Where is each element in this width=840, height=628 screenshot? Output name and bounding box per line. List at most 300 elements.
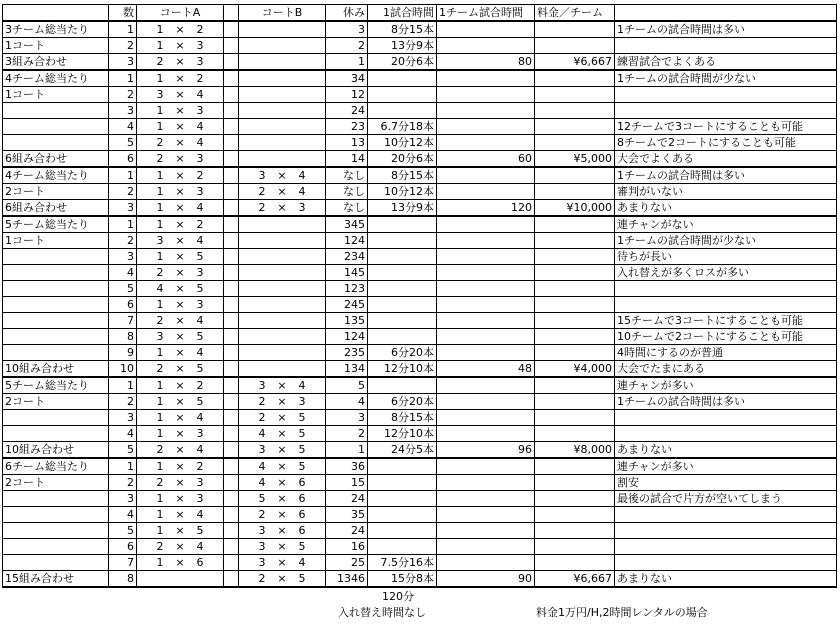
row-num[interactable]: 2 — [109, 87, 137, 103]
court-a-vs[interactable]: × — [166, 21, 195, 38]
row-num[interactable]: 5 — [109, 442, 137, 459]
court-b-team2[interactable] — [297, 329, 326, 345]
match-time[interactable]: 13分9本 — [368, 38, 437, 54]
fee-per-team[interactable] — [535, 297, 615, 313]
court-b-vs[interactable]: × — [268, 475, 297, 491]
header-match-time[interactable]: 1試合時間 — [368, 5, 437, 22]
court-a-team1[interactable]: 2 — [137, 265, 166, 281]
team-time[interactable] — [437, 377, 535, 394]
court-a-team2[interactable]: 5 — [195, 329, 224, 345]
fee-per-team[interactable] — [535, 249, 615, 265]
court-a-vs[interactable]: × — [166, 184, 195, 200]
court-b-team1[interactable] — [239, 119, 268, 135]
court-b-team2[interactable] — [297, 265, 326, 281]
row-num[interactable]: 2 — [109, 38, 137, 54]
gap-cell[interactable] — [224, 249, 239, 265]
rest-teams[interactable]: 3 — [326, 410, 368, 426]
court-a-team1[interactable]: 1 — [137, 410, 166, 426]
note[interactable] — [615, 539, 837, 555]
court-b-vs[interactable] — [268, 21, 297, 38]
row-label[interactable]: 2コート — [3, 475, 109, 491]
note[interactable] — [615, 38, 837, 54]
row-num[interactable]: 2 — [109, 394, 137, 410]
court-a-team2[interactable]: 4 — [195, 507, 224, 523]
row-label[interactable]: 15組み合わせ — [3, 571, 109, 588]
court-b-team1[interactable] — [239, 361, 268, 378]
court-a-vs[interactable]: × — [166, 507, 195, 523]
court-b-vs[interactable]: × — [268, 539, 297, 555]
court-b-vs[interactable] — [268, 151, 297, 168]
court-a-team1[interactable]: 3 — [137, 233, 166, 249]
note[interactable] — [615, 281, 837, 297]
match-time[interactable] — [368, 491, 437, 507]
court-b-team2[interactable] — [297, 216, 326, 233]
court-a-team2[interactable]: 2 — [195, 458, 224, 475]
court-b-team1[interactable]: 2 — [239, 410, 268, 426]
court-b-team2[interactable] — [297, 87, 326, 103]
fee-per-team[interactable] — [535, 135, 615, 151]
gap-cell[interactable] — [224, 345, 239, 361]
match-time[interactable] — [368, 377, 437, 394]
rest-teams[interactable]: 3 — [326, 21, 368, 38]
court-b-team2[interactable] — [297, 151, 326, 168]
court-b-team2[interactable] — [297, 54, 326, 71]
court-b-team2[interactable]: 6 — [297, 491, 326, 507]
row-label[interactable]: 2コート — [3, 394, 109, 410]
court-b-team2[interactable] — [297, 103, 326, 119]
court-a-vs[interactable]: × — [166, 167, 195, 184]
row-num[interactable]: 4 — [109, 119, 137, 135]
match-time[interactable]: 8分15本 — [368, 21, 437, 38]
gap-cell[interactable] — [224, 507, 239, 523]
fee-per-team[interactable] — [535, 216, 615, 233]
court-b-vs[interactable] — [268, 265, 297, 281]
court-a-vs[interactable]: × — [166, 329, 195, 345]
court-b-team2[interactable] — [297, 345, 326, 361]
match-time[interactable] — [368, 297, 437, 313]
gap-cell[interactable] — [224, 394, 239, 410]
gap-cell[interactable] — [224, 70, 239, 87]
match-time[interactable] — [368, 475, 437, 491]
row-label[interactable]: 3組み合わせ — [3, 54, 109, 71]
fee-per-team[interactable] — [535, 313, 615, 329]
rest-teams[interactable]: 345 — [326, 216, 368, 233]
row-num[interactable]: 3 — [109, 103, 137, 119]
court-b-vs[interactable] — [268, 281, 297, 297]
court-b-vs[interactable]: × — [268, 410, 297, 426]
court-a-team1[interactable]: 3 — [137, 329, 166, 345]
match-time[interactable]: 13分9本 — [368, 200, 437, 217]
court-a-team2[interactable]: 5 — [195, 361, 224, 378]
fee-per-team[interactable] — [535, 87, 615, 103]
court-a-team2[interactable]: 4 — [195, 539, 224, 555]
rest-teams[interactable]: 2 — [326, 38, 368, 54]
court-a-team2[interactable]: 4 — [195, 87, 224, 103]
note[interactable]: 大会でたまにある — [615, 361, 837, 378]
header-court-a[interactable]: コートA — [137, 5, 224, 22]
rest-teams[interactable]: 1346 — [326, 571, 368, 588]
court-a-team2[interactable]: 3 — [195, 54, 224, 71]
rest-teams[interactable]: 2 — [326, 426, 368, 442]
team-time[interactable] — [437, 233, 535, 249]
court-a-team1[interactable]: 1 — [137, 426, 166, 442]
gap-cell[interactable] — [224, 167, 239, 184]
team-time[interactable]: 90 — [437, 571, 535, 588]
court-b-vs[interactable]: × — [268, 426, 297, 442]
court-a-team2[interactable]: 5 — [195, 281, 224, 297]
court-a-team2[interactable]: 3 — [195, 265, 224, 281]
rest-teams[interactable]: 124 — [326, 329, 368, 345]
fee-per-team[interactable] — [535, 167, 615, 184]
row-label[interactable]: 4チーム総当たり — [3, 167, 109, 184]
match-time[interactable] — [368, 313, 437, 329]
row-num[interactable]: 6 — [109, 539, 137, 555]
note[interactable]: 入れ替えが多くロスが多い — [615, 265, 837, 281]
team-time[interactable]: 120 — [437, 200, 535, 217]
court-a-team1[interactable]: 1 — [137, 458, 166, 475]
court-b-team2[interactable] — [297, 233, 326, 249]
court-b-vs[interactable]: × — [268, 167, 297, 184]
match-time[interactable] — [368, 539, 437, 555]
header-gap[interactable] — [224, 5, 239, 22]
fee-per-team[interactable] — [535, 345, 615, 361]
court-b-team1[interactable]: 4 — [239, 458, 268, 475]
court-a-team2[interactable]: 5 — [195, 249, 224, 265]
team-time[interactable] — [437, 249, 535, 265]
row-num[interactable]: 2 — [109, 475, 137, 491]
team-time[interactable] — [437, 184, 535, 200]
note[interactable] — [615, 87, 837, 103]
header-fee[interactable]: 料金／チーム — [535, 5, 615, 22]
team-time[interactable] — [437, 313, 535, 329]
court-b-team2[interactable]: 5 — [297, 442, 326, 459]
note[interactable]: あまりない — [615, 571, 837, 588]
row-num[interactable]: 9 — [109, 345, 137, 361]
court-b-vs[interactable] — [268, 313, 297, 329]
court-b-vs[interactable] — [268, 135, 297, 151]
court-a-vs[interactable]: × — [166, 523, 195, 539]
match-time[interactable]: 12分10本 — [368, 361, 437, 378]
team-time[interactable] — [437, 539, 535, 555]
rest-teams[interactable]: 13 — [326, 135, 368, 151]
court-a-vs[interactable]: × — [166, 426, 195, 442]
court-a-vs[interactable]: × — [166, 119, 195, 135]
row-num[interactable]: 3 — [109, 249, 137, 265]
note[interactable]: 12チームで3コートにすることも可能 — [615, 119, 837, 135]
court-a-team2[interactable]: 4 — [195, 233, 224, 249]
row-label[interactable] — [3, 265, 109, 281]
court-a-vs[interactable]: × — [166, 249, 195, 265]
team-time[interactable] — [437, 507, 535, 523]
court-a-vs[interactable]: × — [166, 70, 195, 87]
court-b-team2[interactable] — [297, 21, 326, 38]
court-a-team1[interactable]: 3 — [137, 87, 166, 103]
court-a-vs[interactable]: × — [166, 151, 195, 168]
match-time[interactable]: 6分20本 — [368, 394, 437, 410]
court-b-vs[interactable] — [268, 54, 297, 71]
court-b-vs[interactable] — [268, 70, 297, 87]
court-a-vs[interactable]: × — [166, 475, 195, 491]
note[interactable]: 1チームの試合時間は多い — [615, 21, 837, 38]
fee-per-team[interactable] — [535, 410, 615, 426]
fee-per-team[interactable]: ¥4,000 — [535, 361, 615, 378]
row-label[interactable] — [3, 329, 109, 345]
court-a-team2[interactable]: 4 — [195, 119, 224, 135]
court-b-team2[interactable]: 5 — [297, 539, 326, 555]
gap-cell[interactable] — [224, 426, 239, 442]
gap-cell[interactable] — [224, 151, 239, 168]
note[interactable] — [615, 103, 837, 119]
rest-teams[interactable]: 235 — [326, 345, 368, 361]
gap-cell[interactable] — [224, 54, 239, 71]
rest-teams[interactable]: 23 — [326, 119, 368, 135]
note[interactable] — [615, 426, 837, 442]
gap-cell[interactable] — [224, 38, 239, 54]
note[interactable]: あまりない — [615, 200, 837, 217]
court-a-vs[interactable]: × — [166, 491, 195, 507]
court-a-vs[interactable]: × — [166, 555, 195, 571]
court-b-team1[interactable]: 2 — [239, 200, 268, 217]
row-label[interactable] — [3, 345, 109, 361]
rest-teams[interactable]: 145 — [326, 265, 368, 281]
rest-teams[interactable]: 1 — [326, 442, 368, 459]
gap-cell[interactable] — [224, 539, 239, 555]
rest-teams[interactable]: 36 — [326, 458, 368, 475]
rest-teams[interactable]: 124 — [326, 233, 368, 249]
court-a-team1[interactable]: 1 — [137, 216, 166, 233]
court-a-team1[interactable]: 1 — [137, 38, 166, 54]
fee-per-team[interactable] — [535, 523, 615, 539]
team-time[interactable] — [437, 87, 535, 103]
court-a-team1[interactable]: 2 — [137, 135, 166, 151]
note[interactable]: 4時間にするのが普通 — [615, 345, 837, 361]
rest-teams[interactable]: 5 — [326, 377, 368, 394]
gap-cell[interactable] — [224, 265, 239, 281]
court-b-team2[interactable] — [297, 119, 326, 135]
court-b-team1[interactable]: 5 — [239, 491, 268, 507]
row-num[interactable]: 4 — [109, 426, 137, 442]
court-b-team1[interactable]: 3 — [239, 167, 268, 184]
rest-teams[interactable]: 24 — [326, 491, 368, 507]
court-b-team2[interactable] — [297, 70, 326, 87]
header-rest[interactable]: 休み — [326, 5, 368, 22]
rest-teams[interactable]: 35 — [326, 507, 368, 523]
note[interactable]: 審判がいない — [615, 184, 837, 200]
row-label[interactable]: 10組み合わせ — [3, 361, 109, 378]
court-b-team1[interactable] — [239, 135, 268, 151]
fee-per-team[interactable] — [535, 38, 615, 54]
court-a-team2[interactable]: 5 — [195, 523, 224, 539]
match-time[interactable]: 20分6本 — [368, 151, 437, 168]
court-b-vs[interactable] — [268, 345, 297, 361]
fee-per-team[interactable] — [535, 233, 615, 249]
team-time[interactable] — [437, 216, 535, 233]
row-num[interactable]: 6 — [109, 151, 137, 168]
row-label[interactable]: 5チーム総当たり — [3, 216, 109, 233]
court-a-vs[interactable]: × — [166, 297, 195, 313]
rest-teams[interactable]: 16 — [326, 539, 368, 555]
team-time[interactable] — [437, 491, 535, 507]
court-a-team1[interactable]: 2 — [137, 442, 166, 459]
court-b-team1[interactable]: 2 — [239, 184, 268, 200]
court-b-team2[interactable]: 4 — [297, 377, 326, 394]
court-a-team2[interactable]: 3 — [195, 426, 224, 442]
court-b-team1[interactable]: 3 — [239, 442, 268, 459]
note[interactable] — [615, 555, 837, 571]
match-time[interactable]: 10分12本 — [368, 135, 437, 151]
court-a-team2[interactable]: 5 — [195, 394, 224, 410]
gap-cell[interactable] — [224, 135, 239, 151]
header-team-time[interactable]: 1チーム試合時間 — [437, 5, 535, 22]
rest-teams[interactable]: 234 — [326, 249, 368, 265]
row-label[interactable]: 6組み合わせ — [3, 200, 109, 217]
header-notes[interactable] — [615, 5, 837, 22]
fee-per-team[interactable] — [535, 103, 615, 119]
row-label[interactable] — [3, 491, 109, 507]
court-a-vs[interactable]: × — [166, 265, 195, 281]
court-b-vs[interactable]: × — [268, 523, 297, 539]
match-time[interactable] — [368, 70, 437, 87]
row-num[interactable]: 1 — [109, 167, 137, 184]
fee-per-team[interactable] — [535, 458, 615, 475]
court-b-team1[interactable] — [239, 329, 268, 345]
note[interactable]: 15チームで3コートにすることも可能 — [615, 313, 837, 329]
team-time[interactable] — [437, 38, 535, 54]
court-b-team1[interactable] — [239, 54, 268, 71]
header-court-b[interactable]: コートB — [239, 5, 326, 22]
match-time[interactable] — [368, 87, 437, 103]
court-a-team2[interactable]: 3 — [195, 184, 224, 200]
row-num[interactable]: 1 — [109, 216, 137, 233]
court-a-team1[interactable]: 1 — [137, 70, 166, 87]
match-time[interactable]: 20分6本 — [368, 54, 437, 71]
court-a-team1[interactable]: 1 — [137, 21, 166, 38]
row-label[interactable] — [3, 507, 109, 523]
court-a-vs[interactable]: × — [166, 377, 195, 394]
court-b-team1[interactable] — [239, 216, 268, 233]
rest-teams[interactable]: 4 — [326, 394, 368, 410]
fee-per-team[interactable] — [535, 119, 615, 135]
team-time[interactable] — [437, 394, 535, 410]
court-b-team2[interactable]: 6 — [297, 507, 326, 523]
gap-cell[interactable] — [224, 233, 239, 249]
rest-teams[interactable]: 1 — [326, 54, 368, 71]
court-b-vs[interactable] — [268, 297, 297, 313]
court-b-team2[interactable] — [297, 281, 326, 297]
row-label[interactable]: 1コート — [3, 87, 109, 103]
team-time[interactable] — [437, 523, 535, 539]
team-time[interactable]: 60 — [437, 151, 535, 168]
fee-per-team[interactable] — [535, 70, 615, 87]
row-num[interactable]: 5 — [109, 135, 137, 151]
court-b-team1[interactable]: 4 — [239, 475, 268, 491]
row-num[interactable]: 3 — [109, 200, 137, 217]
court-a-team1[interactable]: 1 — [137, 555, 166, 571]
row-label[interactable] — [3, 135, 109, 151]
row-label[interactable] — [3, 523, 109, 539]
note[interactable]: 大会でよくある — [615, 151, 837, 168]
court-b-team1[interactable]: 2 — [239, 507, 268, 523]
row-num[interactable]: 2 — [109, 184, 137, 200]
gap-cell[interactable] — [224, 571, 239, 588]
match-time[interactable] — [368, 458, 437, 475]
court-b-team1[interactable] — [239, 265, 268, 281]
court-b-vs[interactable]: × — [268, 571, 297, 588]
row-num[interactable]: 8 — [109, 571, 137, 588]
team-time[interactable] — [437, 281, 535, 297]
court-a-vs[interactable]: × — [166, 38, 195, 54]
row-label[interactable] — [3, 103, 109, 119]
court-a-team1[interactable]: 1 — [137, 249, 166, 265]
team-time[interactable] — [437, 21, 535, 38]
note[interactable] — [615, 523, 837, 539]
court-a-team2[interactable] — [195, 571, 224, 588]
row-label[interactable] — [3, 249, 109, 265]
note[interactable]: 1チームの試合時間が少ない — [615, 233, 837, 249]
rest-teams[interactable]: 15 — [326, 475, 368, 491]
court-a-team1[interactable]: 1 — [137, 184, 166, 200]
court-a-team2[interactable]: 4 — [195, 442, 224, 459]
court-b-team2[interactable] — [297, 249, 326, 265]
team-time[interactable] — [437, 458, 535, 475]
row-label[interactable]: 6組み合わせ — [3, 151, 109, 168]
court-a-vs[interactable]: × — [166, 216, 195, 233]
court-b-vs[interactable] — [268, 216, 297, 233]
rest-teams[interactable]: なし — [326, 167, 368, 184]
fee-per-team[interactable] — [535, 539, 615, 555]
match-time[interactable]: 15分8本 — [368, 571, 437, 588]
row-label[interactable] — [3, 539, 109, 555]
court-a-vs[interactable]: × — [166, 442, 195, 459]
row-label[interactable] — [3, 281, 109, 297]
note[interactable]: 1チームの試合時間は多い — [615, 394, 837, 410]
court-b-team1[interactable] — [239, 70, 268, 87]
court-b-vs[interactable]: × — [268, 458, 297, 475]
court-b-team1[interactable] — [239, 249, 268, 265]
gap-cell[interactable] — [224, 184, 239, 200]
team-time[interactable]: 48 — [437, 361, 535, 378]
match-time[interactable]: 6分20本 — [368, 345, 437, 361]
court-a-team2[interactable]: 4 — [195, 135, 224, 151]
court-a-team2[interactable]: 2 — [195, 377, 224, 394]
court-b-vs[interactable]: × — [268, 507, 297, 523]
court-a-team1[interactable]: 1 — [137, 103, 166, 119]
row-num[interactable]: 8 — [109, 329, 137, 345]
court-a-team1[interactable] — [137, 571, 166, 588]
note[interactable]: 連チャンがない — [615, 216, 837, 233]
rest-teams[interactable]: 14 — [326, 151, 368, 168]
fee-per-team[interactable]: ¥6,667 — [535, 571, 615, 588]
match-time[interactable] — [368, 249, 437, 265]
match-time[interactable]: 24分5本 — [368, 442, 437, 459]
fee-per-team[interactable] — [535, 394, 615, 410]
note[interactable]: 10チームで2コートにすることも可能 — [615, 329, 837, 345]
court-a-team1[interactable]: 2 — [137, 54, 166, 71]
court-b-team1[interactable] — [239, 87, 268, 103]
row-num[interactable]: 6 — [109, 297, 137, 313]
match-time[interactable] — [368, 216, 437, 233]
row-label[interactable]: 2コート — [3, 184, 109, 200]
court-a-vs[interactable]: × — [166, 394, 195, 410]
row-num[interactable]: 1 — [109, 70, 137, 87]
court-a-team2[interactable]: 4 — [195, 200, 224, 217]
note[interactable]: 最後の試合で片方が空いてしまう — [615, 491, 837, 507]
row-label[interactable]: 4チーム総当たり — [3, 70, 109, 87]
court-a-team2[interactable]: 6 — [195, 555, 224, 571]
row-label[interactable]: 1コート — [3, 233, 109, 249]
court-a-vs[interactable]: × — [166, 539, 195, 555]
court-a-team2[interactable]: 4 — [195, 345, 224, 361]
